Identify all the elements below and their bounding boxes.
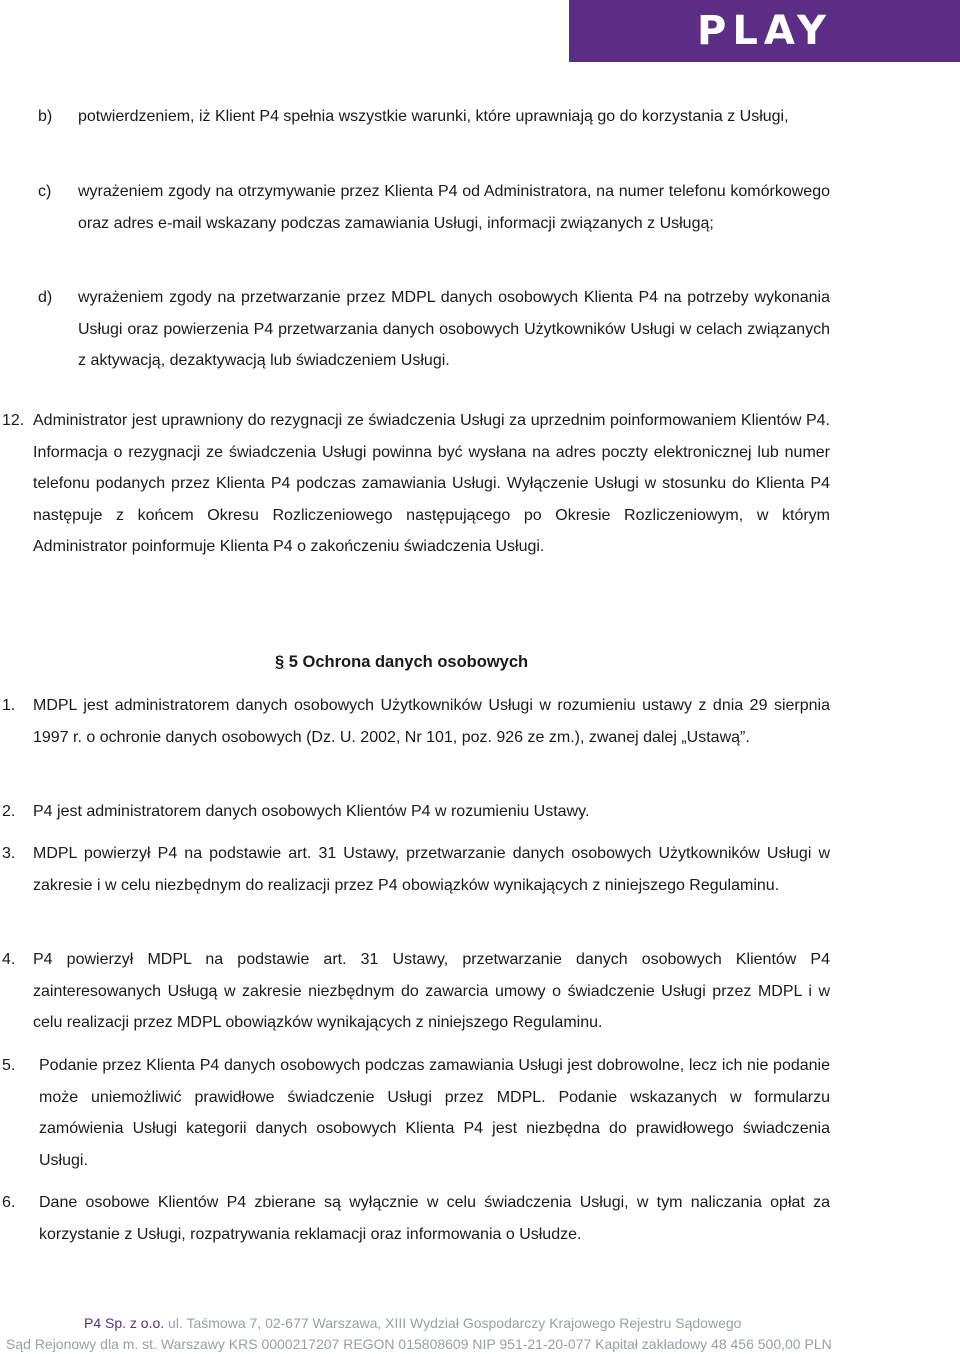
logo-text: PLAY	[697, 8, 832, 54]
point-number: 2.	[2, 803, 16, 820]
point-text: MDPL powierzył P4 na podstawie art. 31 Ustawy, przetwarzanie danych osobowych Użytkowników Usługi w zakresie i w celu niezbędnym do realizacji przez P4 obowiązków wynikających z niniejszego Regulaminu.	[33, 845, 830, 894]
list-text: potwierdzeniem, iż Klient P4 spełnia wszystkie warunki, które uprawniają go do korzystania z Usługi,	[78, 108, 789, 125]
footer-company: P4 Sp. z o.o.	[84, 1315, 165, 1331]
point-text: Podanie przez Klienta P4 danych osobowych podczas zamawiania Usługi jest dobrowolne, lecz ich nie podanie może uniemożliwić prawidłowe świadczenie Usługi przez MDPL. Podanie wskazanych w formularzu zamówienia Usługi kategorii danych osobowych Klienta P4 jest niezbędna do prawidłowego świadczenia Usługi.	[39, 1057, 830, 1169]
footer-line-2	[0, 1335, 960, 1353]
point-text: Dane osobowe Klientów P4 zbierane są wyłącznie w celu świadczenia Usługi, w tym naliczania opłat za korzystanie z Usługi, rozpatrywania reklamacji oraz informowania o Usłudze.	[39, 1194, 830, 1243]
list-marker: b)	[38, 108, 53, 125]
list-text: wyrażeniem zgody na przetwarzanie przez MDPL danych osobowych Klienta P4 na potrzeby wykonania Usługi oraz powierzenia P4 przetwarzania danych osobowych Użytkowników Usługi w celach związanych z aktywacją, dezaktywacją lub świadczeniem Usługi.	[78, 289, 830, 369]
footer-registry: Sąd Rejonowy dla m. st. Warszawy KRS 0000217207 REGON 015808609 NIP 951-21-20-077 Kapitał zakładowy 48 456 500,00 PLN	[6, 1336, 832, 1352]
footer-line-1	[0, 1314, 960, 1332]
point-text: MDPL jest administratorem danych osobowych Użytkowników Usługi w rozumieniu ustawy z dnia 29 sierpnia 1997 r. o ochronie danych osobowych (Dz. U. 2002, Nr 101, poz. 926 ze zm.), zwanej dalej „Ustawą”.	[33, 697, 830, 746]
list-marker: d)	[38, 289, 53, 306]
point-number: 3.	[2, 845, 16, 862]
section-title: 5 Ochrona danych osobowych	[288, 653, 529, 671]
point-number: 6.	[2, 1194, 16, 1211]
section-symbol: §	[275, 653, 285, 671]
paragraph-text: Administrator jest uprawniony do rezygnacji ze świadczenia Usługi za uprzednim poinformowaniem Klientów P4. Informacja o rezygnacji ze świadczenia Usługi powinna być wysłana na adres poczty elektronicznej lub numer telefonu podanych przez Klienta P4 podczas zamawiania Usługi. Wyłączenie Usługi w stosunku do Klienta P4 następuje z końcem Okresu Rozliczeniowego następującego po Okresie Rozliczeniowym, w którym Administrator poinformuje Klienta P4 o zakończeniu świadczenia Usługi.	[33, 412, 830, 555]
section-heading	[275, 648, 528, 676]
point-text: P4 powierzył MDPL na podstawie art. 31 Ustawy, przetwarzanie danych osobowych Klientów P4 zainteresowanych Usługą w zakresie niezbędnym do zawarcia umowy o świadczenie Usługi przez MDPL i w celu realizacji przez MDPL obowiązków wynikających z niniejszego Regulaminu.	[33, 951, 830, 1031]
play-logo	[569, 0, 960, 62]
list-text: wyrażeniem zgody na otrzymywanie przez Klienta P4 od Administratora, na numer telefonu komórkowego oraz adres e-mail wskazany podczas zamawiania Usługi, informacji związanych z Usługą;	[78, 183, 830, 232]
point-number: 1.	[2, 697, 16, 714]
list-marker: c)	[38, 183, 52, 200]
footer-address: ul. Taśmowa 7, 02-677 Warszawa, XIII Wydział Gospodarczy Krajowego Rejestru Sądowego	[164, 1315, 742, 1331]
point-text: P4 jest administratorem danych osobowych Klientów P4 w rozumieniu Ustawy.	[33, 803, 590, 820]
paragraph-number: 12.	[2, 412, 25, 429]
point-number: 5.	[2, 1057, 16, 1074]
point-number: 4.	[2, 951, 16, 968]
